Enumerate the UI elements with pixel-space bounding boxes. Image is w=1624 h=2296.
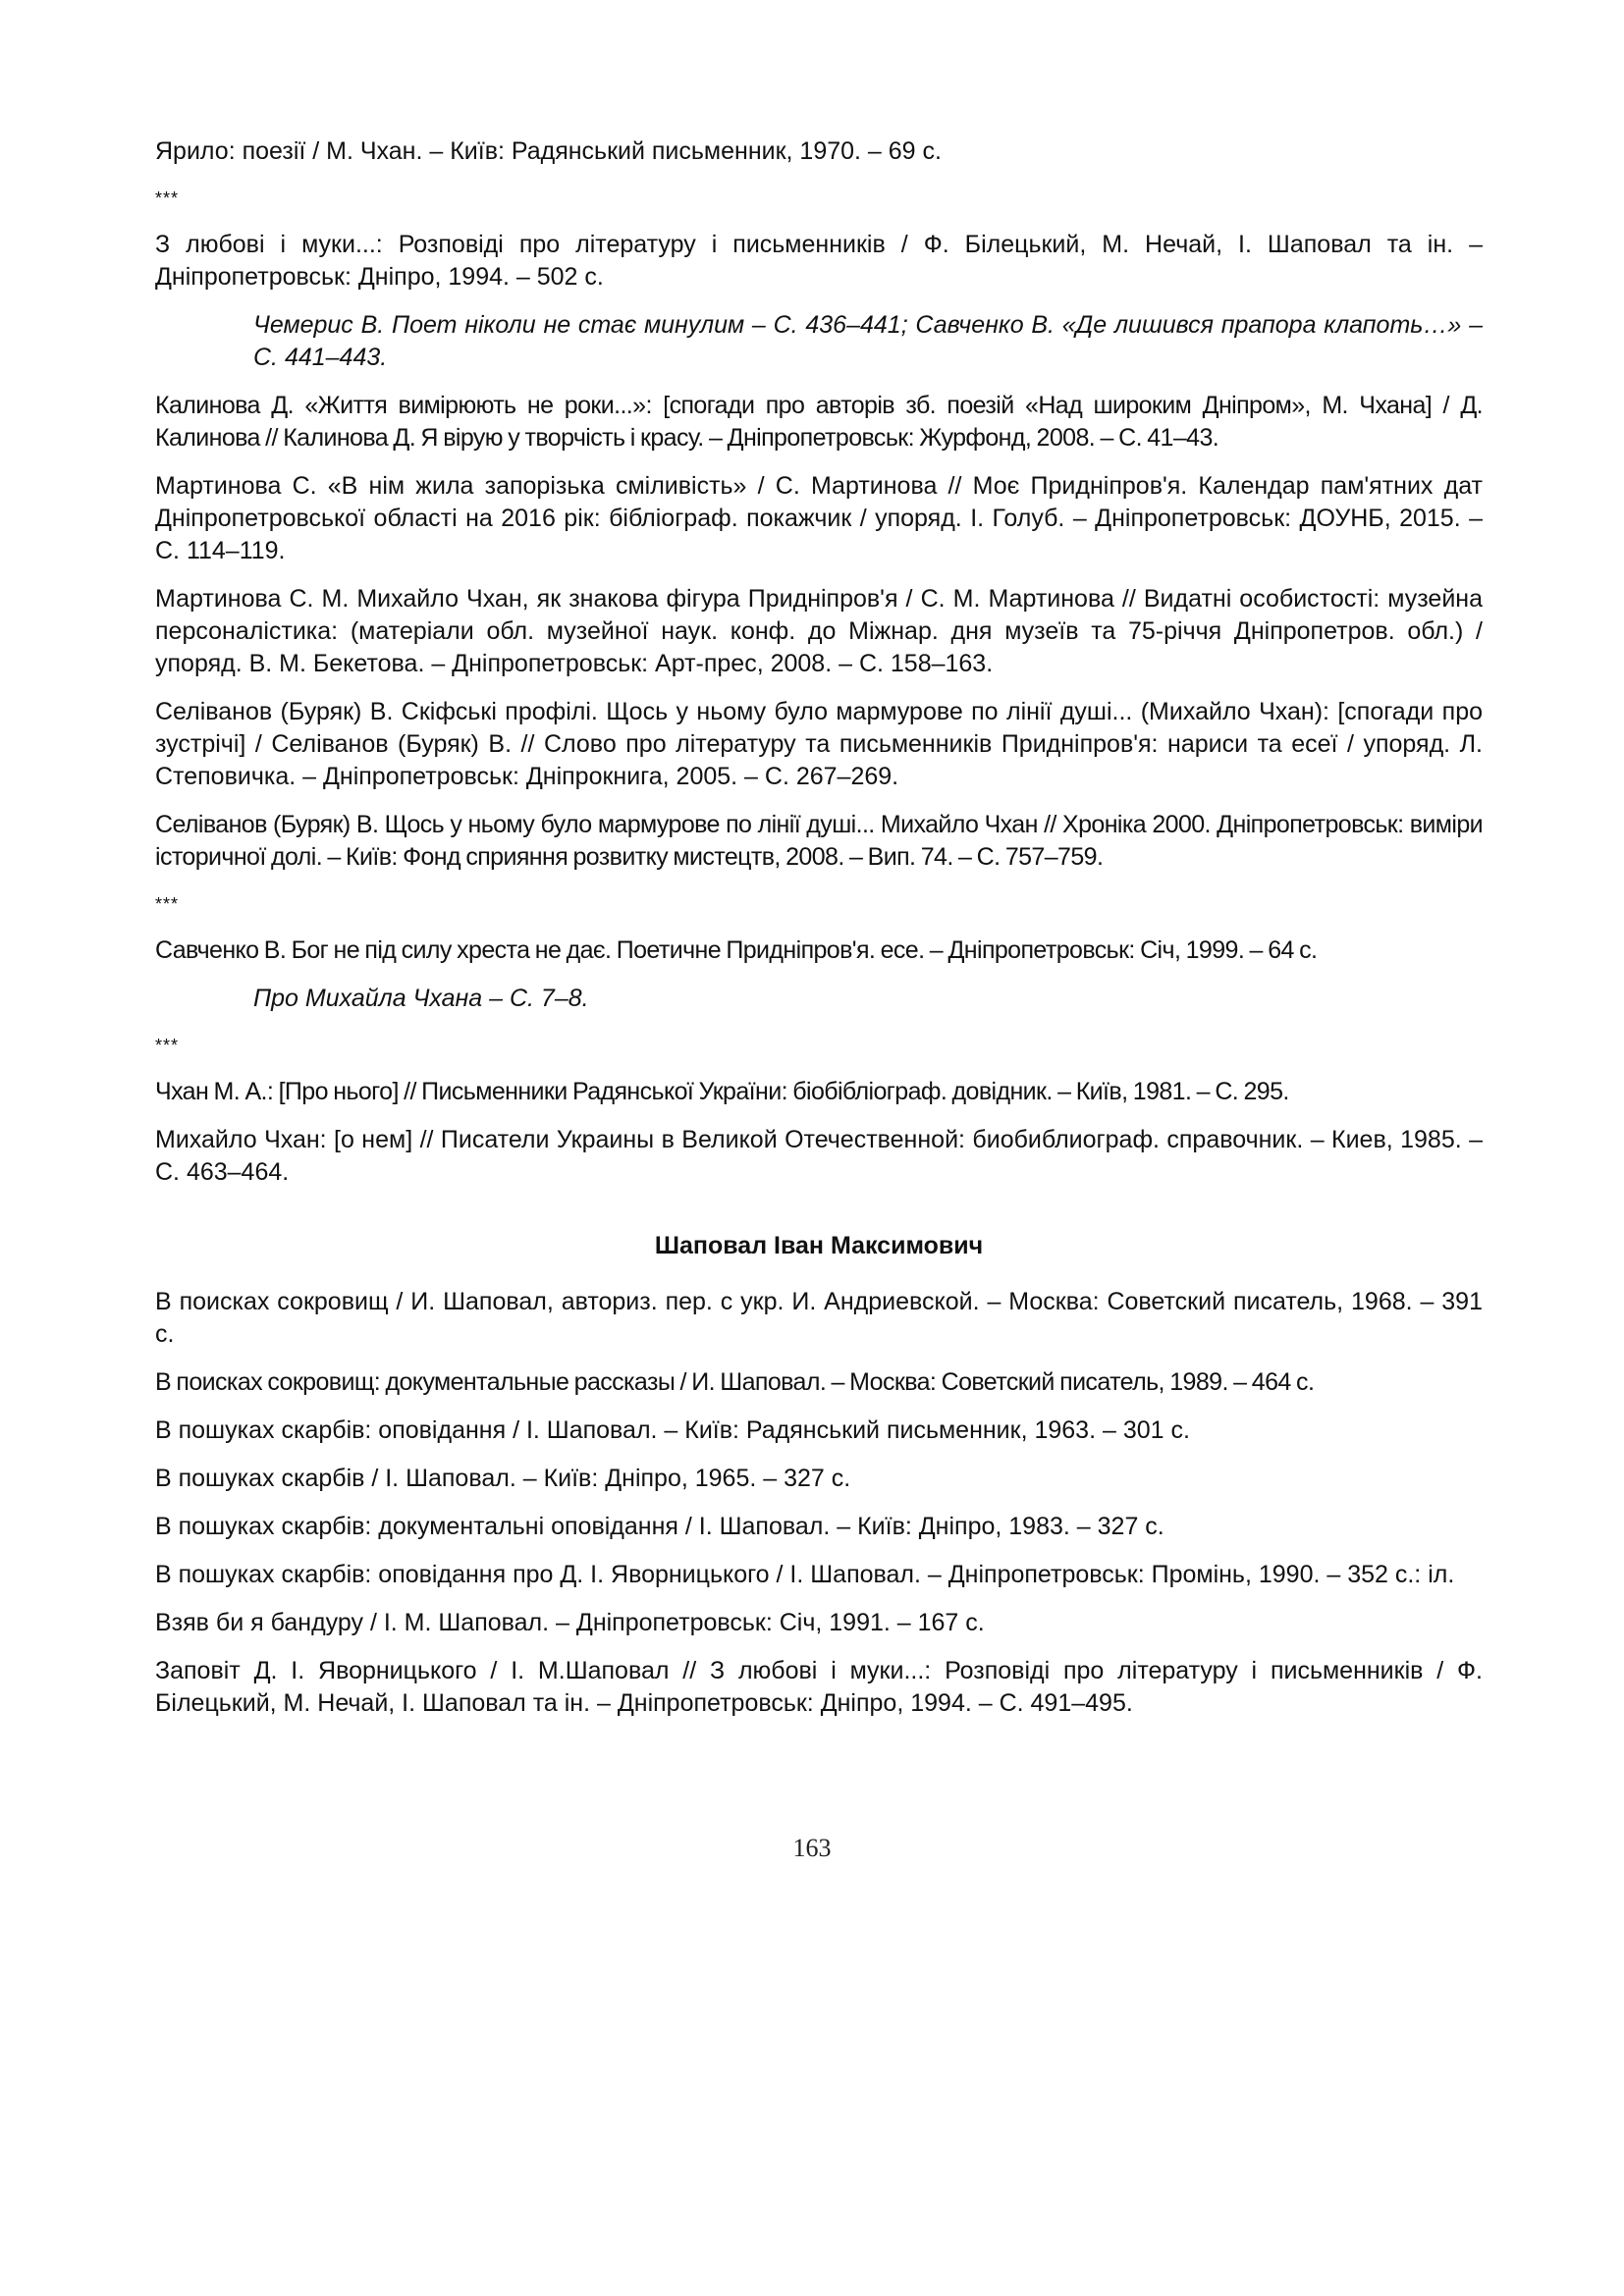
section-separator: ***: [155, 894, 180, 914]
bibliography-section-chkhan: [155, 135, 1483, 1189]
section-separator: ***: [155, 188, 180, 208]
bibliography-entry: Мартинова С. М. Михайло Чхан, як знакова фігура Придніпров'я / С. М. Мартинова // Видатні особистості: музейна персоналістика: (матеріали обл. музейної наук. конф. до Міжнар. дня музеїв та 75-річчя Дніпропетров. обл.) / упоряд. В. М. Бекетова. – Дніпропетровськ: Арт-прес, 2008. – С. 158–163.: [155, 585, 1483, 677]
bibliography-entry: В пошуках скарбів: документальні оповідання / І. Шаповал. – Київ: Дніпро, 1983. – 327 с.: [155, 1513, 1164, 1540]
bibliography-entry: В пошуках скарбів: оповідання про Д. І. Яворницького / І. Шаповал. – Дніпропетровськ: Промінь, 1990. – 352 с.: іл.: [155, 1561, 1455, 1588]
bibliography-entry: Мартинова С. «В нім жила запорізька сміливість» / С. Мартинова // Моє Придніпров'я. Календар пам'ятних дат Дніпропетровської області на 2016 рік: бібліограф. покажчик / упоряд. І. Голуб. – Дніпропетровськ: ДОУНБ, 2015. – С. 114–119.: [155, 472, 1483, 564]
bibliography-entry: З любові і муки...: Розповіді про літературу і письменників / Ф. Білецький, М. Нечай, І. Шаповал та ін. – Дніпропетровськ: Дніпро, 1994. – 502 с.: [155, 231, 1483, 291]
entry-annotation: Про Михайла Чхана – С. 7–8.: [253, 985, 589, 1012]
bibliography-entry: Калинова Д. «Життя вимірюють не роки...»: [спогади про авторів зб. поезій «Над широким Дніпром», М. Чхана] / Д. Калинова // Калинова Д. Я вірую у творчість і красу. – Дніпропетровськ: Журфонд, 2008. – С. 41–43.: [155, 392, 1483, 452]
bibliography-entry: В поисках сокровищ / И. Шаповал, авториз. пер. с укр. И. Андриевской. – Москва: Советский писатель, 1968. – 391 с.: [155, 1288, 1483, 1348]
section-heading: Шаповал Іван Максимович: [654, 1232, 984, 1259]
section-separator: ***: [155, 1036, 180, 1055]
bibliography-entry: Чхан М. А.: [Про нього] // Письменники Радянської України: біобібліограф. довідник. – Київ, 1981. – С. 295.: [155, 1078, 1289, 1105]
entry-annotation: Чемерис В. Поет ніколи не стає минулим – С. 436–441; Савченко В. «Де лишився прапора клапоть…» – С. 441–443.: [253, 311, 1483, 371]
bibliography-entry: Заповіт Д. І. Яворницького / І. М.Шаповал // З любові і муки...: Розповіді про літературу і письменників / Ф. Білецький, М. Нечай, І. Шаповал та ін. – Дніпропетровськ: Дніпро, 1994. – С. 491–495.: [155, 1657, 1483, 1717]
bibliography-entry: Савченко В. Бог не під силу хреста не дає. Поетичне Придніпров'я. есе. – Дніпропетровськ: Січ, 1999. – 64 с.: [155, 936, 1318, 964]
bibliography-entry: Михайло Чхан: [о нем] // Писатели Украины в Великой Отечественной: биобиблиограф. справочник. – Киев, 1985. – С. 463–464.: [155, 1126, 1483, 1186]
bibliography-entry: Взяв би я бандуру / І. М. Шаповал. – Дніпропетровськ: Січ, 1991. – 167 с.: [155, 1609, 985, 1636]
bibliography-entry: Селіванов (Буряк) В. Щось у ньому було мармурове по лінії душі... Михайло Чхан // Хроніка 2000. Дніпропетровськ: виміри історичної долі. – Київ: Фонд сприяння розвитку мистецтв, 2008. – Вип. 74. – С. 757–759.: [155, 811, 1483, 871]
bibliography-entry: В поисках сокровищ: документальные рассказы / И. Шаповал. – Москва: Советский писатель, 1989. – 464 с.: [155, 1368, 1315, 1396]
bibliography-entry: В пошуках скарбів / І. Шаповал. – Київ: Дніпро, 1965. – 327 с.: [155, 1465, 851, 1492]
bibliography-entry: В пошуках скарбів: оповідання / І. Шаповал. – Київ: Радянський письменник, 1963. – 301 с.: [155, 1416, 1190, 1444]
bibliography-entry: Селіванов (Буряк) В. Скіфські профілі. Щось у ньому було мармурове по лінії душі... (Михайло Чхан): [спогади про зустрічі] / Селіванов (Буряк) В. // Слово про літературу та письменників Придніпров'я: нариси та есеї / упоряд. Л. Степовичка. – Дніпропетровськ: Дніпрокнига, 2005. – С. 267–269.: [155, 698, 1483, 790]
bibliography-entry: Ярило: поезії / М. Чхан. – Київ: Радянський письменник, 1970. – 69 с.: [155, 137, 942, 165]
bibliography-section-shapoval: [155, 1286, 1483, 1720]
page-number: 163: [792, 1834, 832, 1862]
page-content: [155, 135, 1483, 1735]
